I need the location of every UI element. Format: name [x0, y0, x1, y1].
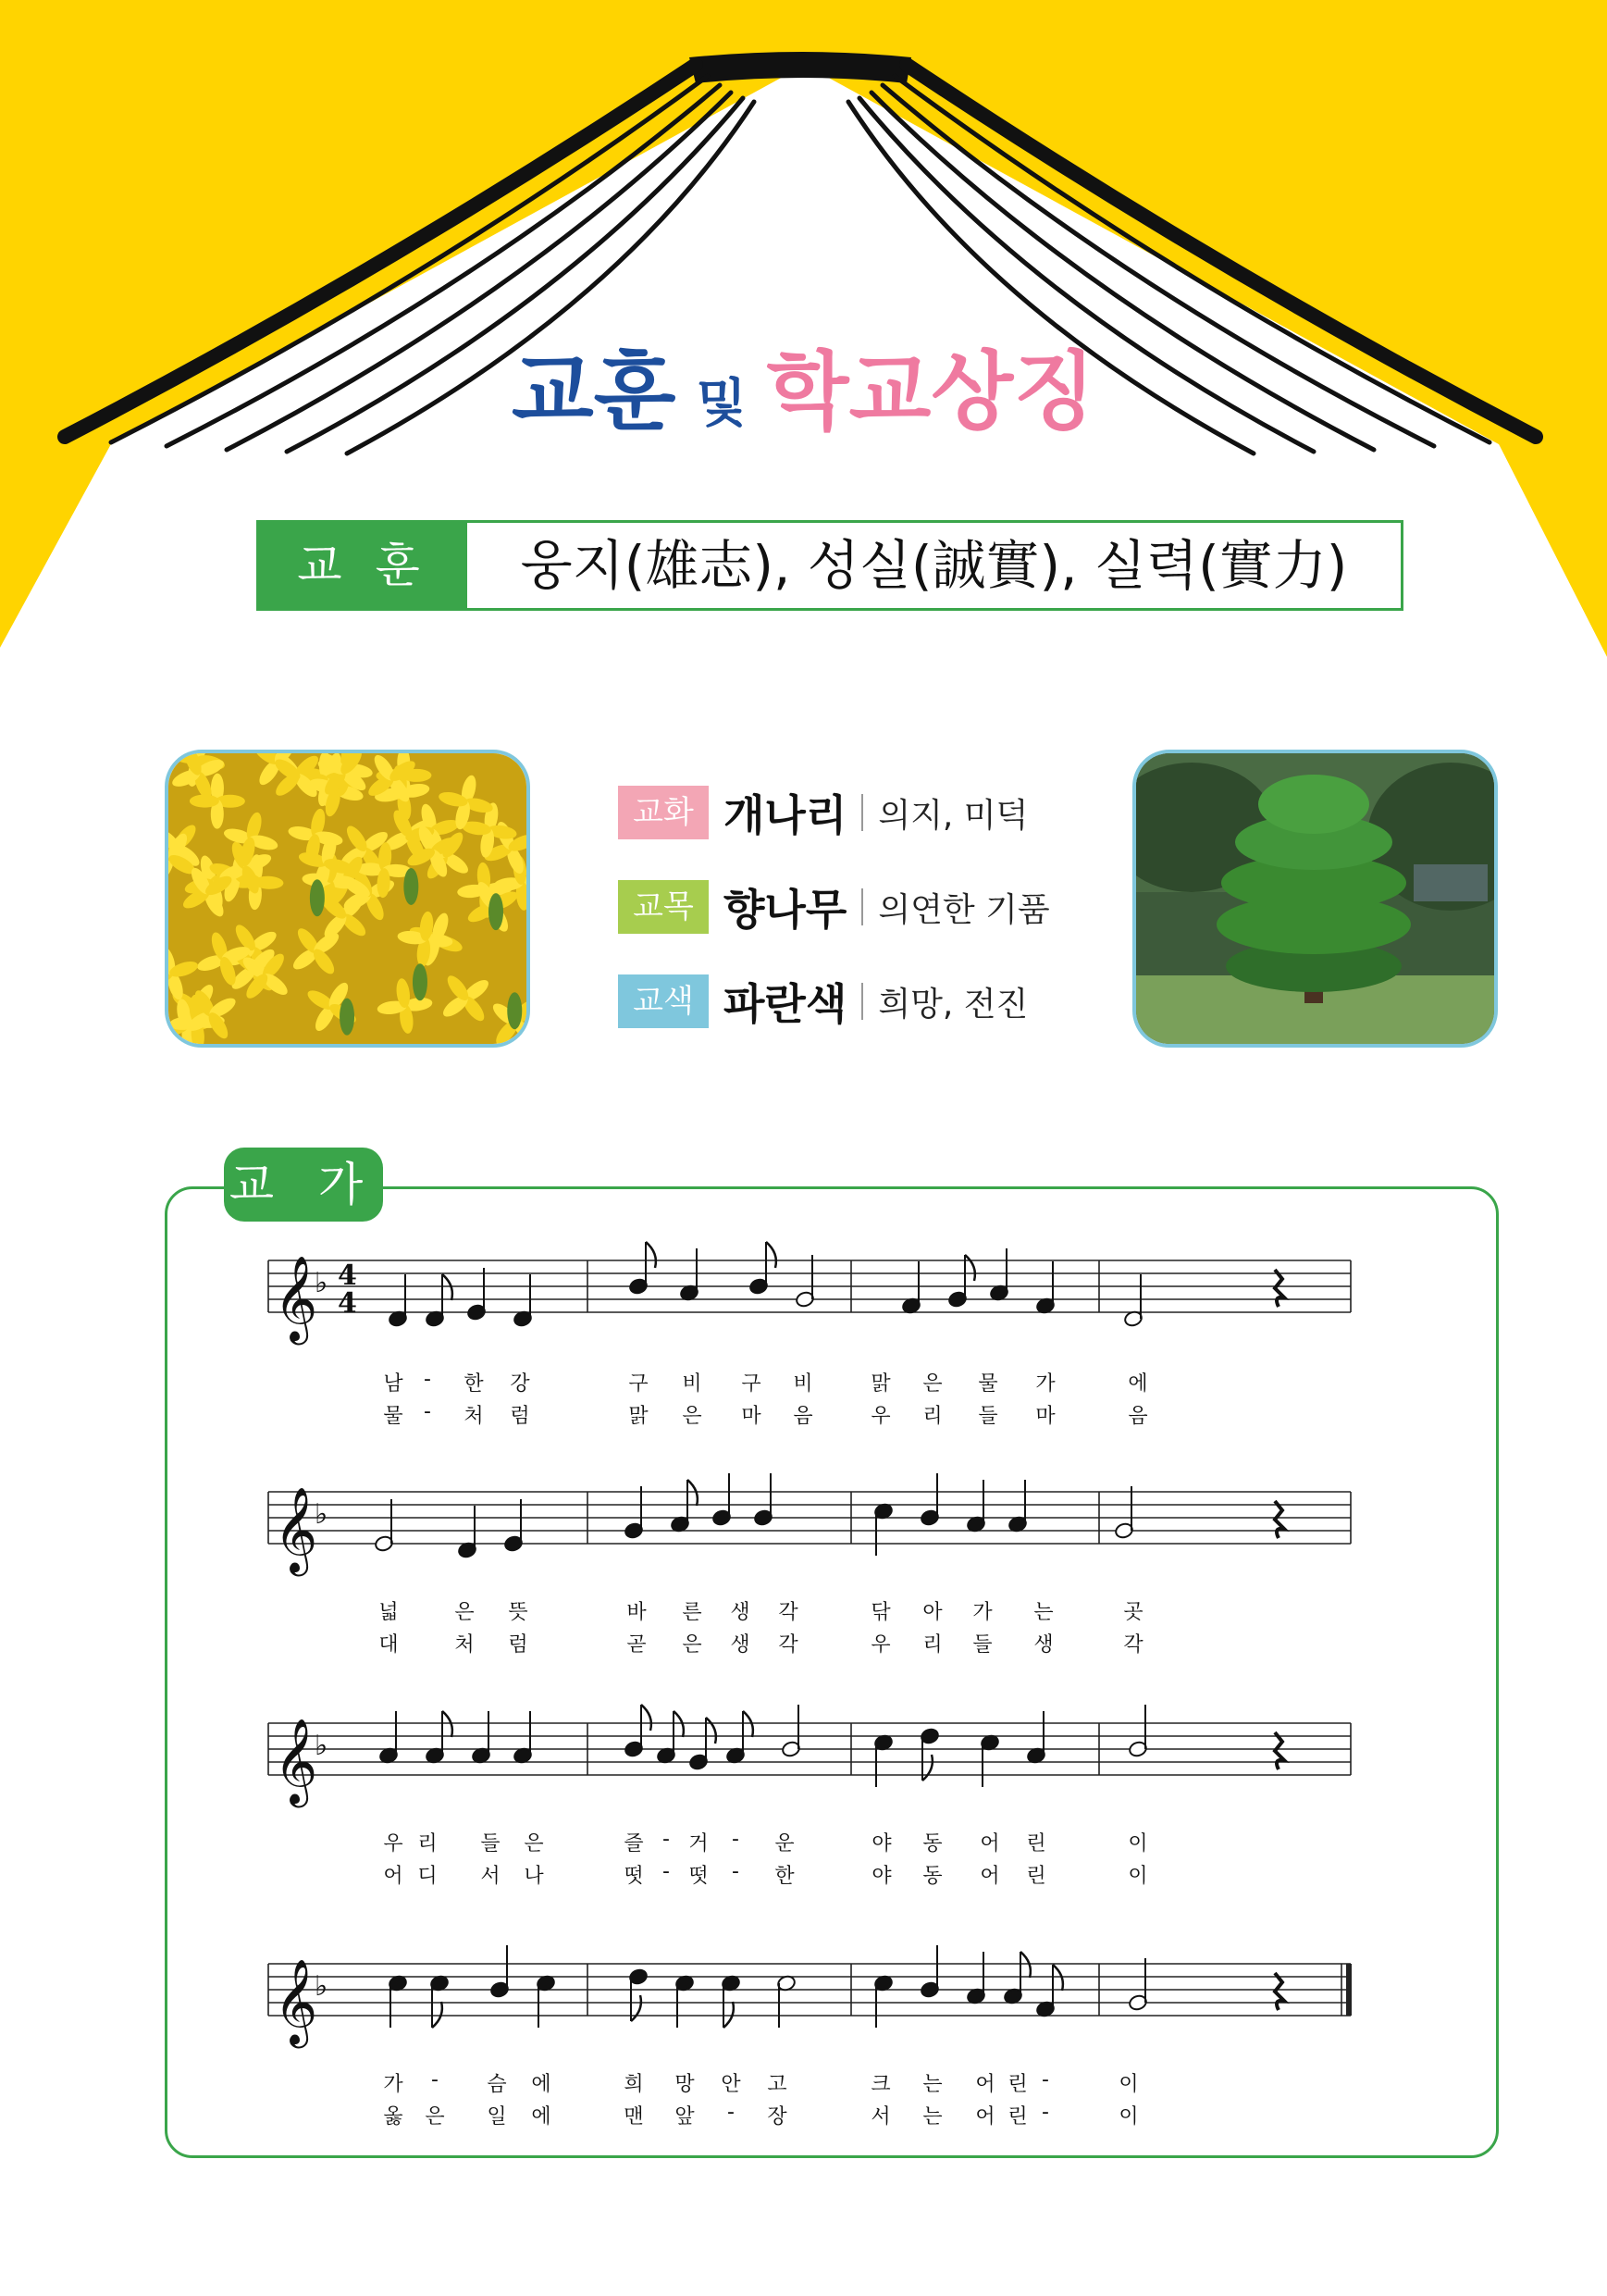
lyric-syllable: 는: [922, 2105, 943, 2128]
symbol-badge: 교색: [618, 974, 709, 1028]
lyric-syllable: 옳: [383, 2105, 403, 2128]
symbol-meaning: 의연한 기품: [878, 890, 1050, 929]
lyric-syllable: 맑: [628, 1405, 649, 1428]
lyric-syllable: 넓: [378, 1601, 399, 1624]
symbol-badge: 교목: [618, 880, 709, 934]
lyric-syllable: -: [732, 1828, 739, 1851]
lyric-syllable: 처: [454, 1633, 475, 1657]
treble-clef-icon: 𝄞: [274, 1958, 318, 2044]
lyric-syllable: -: [662, 1828, 670, 1851]
lyric-syllable: 안: [721, 2073, 741, 2096]
lyric-syllable: 처: [464, 1405, 484, 1428]
lyric-syllable: 구: [628, 1372, 649, 1396]
symbol-meaning: 희망, 전진: [878, 985, 1029, 1024]
lyric-syllable: 야: [871, 1865, 892, 1888]
lyric-syllable: 한: [774, 1865, 795, 1888]
lyric-syllable: -: [727, 2101, 735, 2124]
lyric-syllable: 에: [1128, 1372, 1148, 1396]
lyric-syllable: 은: [425, 2105, 445, 2128]
school-flower-photo: [165, 750, 530, 1048]
symbol-flower-row: [618, 782, 1028, 841]
lyric-syllable: 운: [774, 1832, 795, 1855]
lyric-syllable: 남: [383, 1372, 403, 1396]
lyric-syllable: 거: [688, 1832, 709, 1855]
separator: [861, 983, 863, 1020]
lyric-syllable: 야: [871, 1832, 892, 1855]
lyric-syllable: 생: [730, 1633, 750, 1657]
lyric-syllable: 동: [922, 1832, 943, 1855]
lyric-syllable: 서: [480, 1865, 501, 1888]
lyric-syllable: 린: [1026, 1832, 1046, 1855]
lyric-syllable: 앞: [674, 2105, 695, 2128]
lyric-syllable: -: [424, 1368, 431, 1391]
separator: [861, 794, 863, 831]
school-song-label: 교 가: [224, 1148, 383, 1222]
lyric-syllable: 우: [871, 1405, 891, 1428]
lyric-syllable: 가: [383, 2073, 403, 2096]
lyric-syllable: 은: [682, 1633, 702, 1657]
lyric-syllable: 각: [1123, 1633, 1143, 1657]
lyric-syllable: 에: [531, 2073, 551, 2096]
lyric-syllable: 음: [1128, 1405, 1148, 1428]
lyric-syllable: 음: [793, 1405, 813, 1428]
time-signature-icon: 4: [338, 1260, 357, 1292]
symbol-badge: 교화: [618, 786, 709, 839]
lyric-syllable: 이: [1119, 2073, 1139, 2096]
lyric-syllable: 이: [1128, 1832, 1148, 1855]
lyric-syllable: 즐: [624, 1832, 644, 1855]
school-tree-photo: [1132, 750, 1498, 1048]
treble-clef-icon: 𝄞: [274, 1486, 318, 1572]
lyric-syllable: 망: [674, 2073, 695, 2096]
lyric-syllable: 은: [922, 1372, 943, 1396]
lyric-syllable: 물: [383, 1405, 403, 1428]
lyric-syllable: 른: [682, 1601, 702, 1624]
lyric-syllable: 리: [922, 1633, 943, 1657]
lyric-syllable: 에: [531, 2105, 551, 2128]
lyric-syllable: 들: [978, 1405, 998, 1428]
lyric-syllable: -: [1042, 2101, 1049, 2124]
lyric-syllable: 생: [730, 1601, 750, 1624]
lyric-syllable: 마: [1035, 1405, 1056, 1428]
flat-sign-icon: ♭: [315, 1267, 328, 1299]
lyric-syllable: 물: [978, 1372, 998, 1396]
lyric-syllable: -: [431, 2068, 439, 2091]
lyric-syllable: 은: [524, 1832, 544, 1855]
lyric-syllable: 슴: [487, 2073, 507, 2096]
lyric-syllable: 들: [972, 1633, 993, 1657]
motto-text: 웅지(雄志), 성실(誠實), 실력(實力): [520, 534, 1348, 597]
separator: [861, 888, 863, 925]
lyric-syllable: 린: [1007, 2073, 1028, 2096]
lyric-syllable: 맨: [624, 2105, 644, 2128]
lyric-syllable: 나: [524, 1865, 544, 1888]
lyric-syllable: 희: [624, 2073, 644, 2096]
title-part2: 및: [696, 374, 747, 434]
lyric-syllable: 리: [417, 1832, 438, 1855]
lyric-syllable: 한: [464, 1372, 484, 1396]
treble-clef-icon: 𝄞: [274, 1718, 318, 1804]
page-title: [0, 324, 1607, 446]
lyric-syllable: -: [732, 1860, 739, 1883]
lyric-syllable: 리: [922, 1405, 943, 1428]
lyric-syllable: 럼: [510, 1405, 530, 1428]
lyric-syllable: 장: [767, 2105, 787, 2128]
title-part3: 학교상징: [766, 342, 1096, 441]
lyric-syllable: 일: [487, 2105, 507, 2128]
flat-sign-icon: ♭: [315, 1498, 328, 1531]
treble-clef-icon: 𝄞: [274, 1255, 318, 1341]
lyric-syllable: 는: [922, 2073, 943, 2096]
lyric-syllable: 곧: [626, 1633, 647, 1657]
lyric-syllable: 이: [1128, 1865, 1148, 1888]
lyric-syllable: 은: [454, 1601, 475, 1624]
lyric-syllable: 비: [682, 1372, 702, 1396]
lyric-syllable: 어: [975, 2105, 995, 2128]
symbol-color-row: [618, 971, 1028, 1030]
time-signature-icon: 4: [338, 1287, 357, 1320]
motto-label: 교 훈: [259, 523, 467, 608]
symbol-name: 파란색: [723, 979, 847, 1029]
lyric-syllable: 곳: [1123, 1601, 1143, 1624]
lyric-syllable: 아: [922, 1601, 943, 1624]
lyric-syllable: 디: [417, 1865, 438, 1888]
lyric-syllable: 바: [626, 1601, 647, 1624]
motto-box: [256, 520, 1403, 611]
lyric-syllable: 각: [778, 1633, 798, 1657]
school-song-frame: [165, 1186, 1499, 2158]
lyric-syllable: 린: [1026, 1865, 1046, 1888]
lyric-syllable: 어: [975, 2073, 995, 2096]
lyric-syllable: 떳: [624, 1865, 644, 1888]
symbol-name: 개나리: [723, 790, 847, 840]
lyric-syllable: 어: [980, 1865, 1000, 1888]
lyric-syllable: 닦: [871, 1601, 891, 1624]
lyric-syllable: 가: [972, 1601, 993, 1624]
lyric-syllable: 떳: [688, 1865, 709, 1888]
flat-sign-icon: ♭: [315, 1970, 328, 2003]
symbol-meaning: 의지, 미덕: [878, 796, 1029, 835]
lyric-syllable: 은: [682, 1405, 702, 1428]
lyric-syllable: 이: [1119, 2105, 1139, 2128]
lyric-syllable: 마: [741, 1405, 761, 1428]
lyric-syllable: 어: [980, 1832, 1000, 1855]
lyric-syllable: 는: [1033, 1601, 1054, 1624]
lyric-syllable: 강: [510, 1372, 530, 1396]
lyric-syllable: 대: [378, 1633, 399, 1657]
lyric-syllable: 린: [1007, 2105, 1028, 2128]
title-part1: 교훈: [511, 342, 676, 441]
lyric-syllable: -: [1042, 2068, 1049, 2091]
lyric-syllable: 럼: [508, 1633, 528, 1657]
symbol-tree-row: [618, 876, 1050, 936]
lyric-syllable: 뜻: [508, 1601, 528, 1624]
lyric-syllable: -: [662, 1860, 670, 1883]
lyric-syllable: 우: [871, 1633, 891, 1657]
lyric-syllable: 우: [383, 1832, 403, 1855]
forsythia-image: [168, 753, 526, 1044]
lyric-syllable: 들: [480, 1832, 501, 1855]
lyric-syllable: 각: [778, 1601, 798, 1624]
symbol-name: 향나무: [723, 885, 847, 935]
lyric-syllable: 동: [922, 1865, 943, 1888]
lyric-syllable: 어: [383, 1865, 403, 1888]
lyric-syllable: 서: [871, 2105, 891, 2128]
lyric-syllable: 구: [741, 1372, 761, 1396]
lyric-syllable: 생: [1033, 1633, 1054, 1657]
lyric-syllable: 크: [871, 2073, 891, 2096]
flat-sign-icon: ♭: [315, 1730, 328, 1762]
juniper-tree-image: [1136, 753, 1494, 1044]
lyric-syllable: 맑: [871, 1372, 891, 1396]
lyric-syllable: 고: [767, 2073, 787, 2096]
lyric-syllable: 가: [1035, 1372, 1056, 1396]
lyric-syllable: 비: [793, 1372, 813, 1396]
lyric-syllable: -: [424, 1400, 431, 1423]
